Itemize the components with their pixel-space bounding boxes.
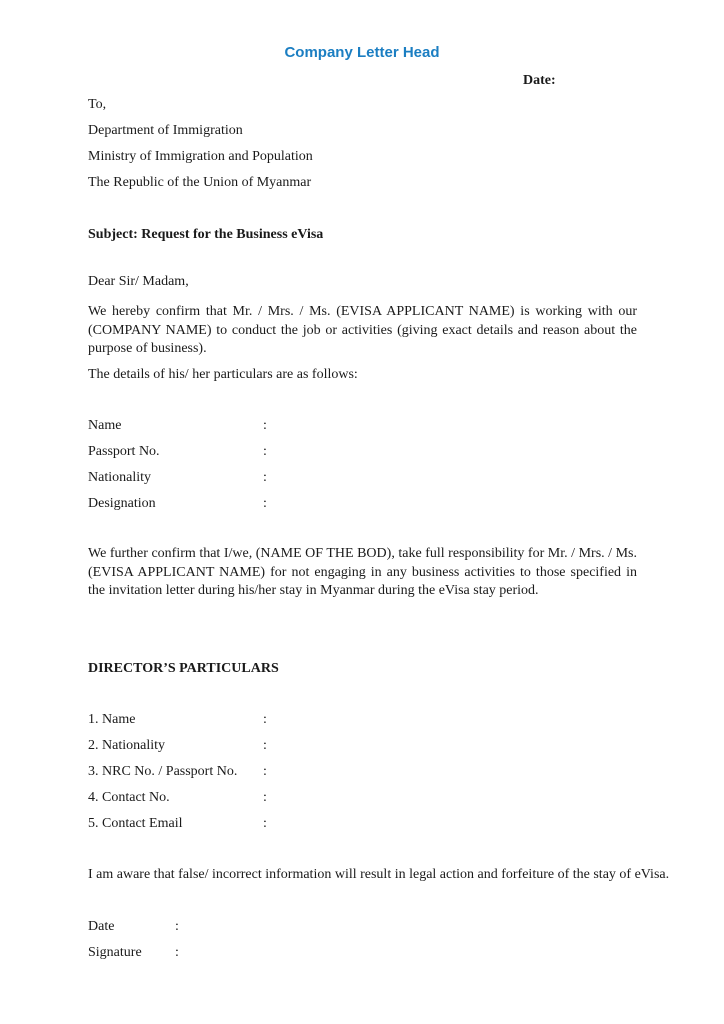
field-label: 2. Nationality [88,738,165,753]
letterhead-title: Company Letter Head [284,44,440,61]
body-paragraph-2: We further confirm that I/we, (NAME OF THE BOD), take full responsibility for Mr. / Mrs. / Ms. (EVISA APPLICANT NAME) for not engaging in any business activities to those specified in the invitation letter during his/her stay in Myanmar during the eVisa stay period. [88,546,637,598]
field-value [275,733,395,759]
field-row-director-nationality [88,733,395,759]
field-value [275,439,395,465]
field-label: Passport No. [88,444,160,459]
field-colon: : [263,496,267,511]
field-label: Name [88,418,122,433]
field-label: 1. Name [88,712,136,727]
field-row-name [88,413,395,439]
field-row-director-contact-email [88,811,395,837]
field-row-passport-no [88,439,395,465]
recipient-to: To, [88,97,107,112]
disclaimer-line: I am aware that false/ incorrect information will result in legal action and forfeiture of the stay of eVisa. [88,867,670,882]
field-label: 5. Contact Email [88,816,183,831]
field-colon: : [263,418,267,433]
field-row-signature [88,940,307,966]
field-row-designation [88,491,395,517]
field-row-director-name [88,707,395,733]
field-row-director-contact-no [88,785,395,811]
field-label: Date [88,919,115,934]
field-colon: : [263,738,267,753]
field-row-date [88,914,307,940]
field-colon: : [263,764,267,779]
field-label: Signature [88,945,142,960]
greeting: Dear Sir/ Madam, [88,274,189,289]
director-fields [88,707,395,837]
field-value [275,413,395,439]
field-value [275,465,395,491]
field-value [275,491,395,517]
field-label: Nationality [88,470,151,485]
field-colon: : [263,790,267,805]
subject-line: Subject: Request for the Business eVisa [88,227,324,242]
field-row-director-nrc-passport [88,759,395,785]
field-label: Designation [88,496,156,511]
field-label: 3. NRC No. / Passport No. [88,764,238,779]
field-label: 4. Contact No. [88,790,170,805]
body-paragraph-1: We hereby confirm that Mr. / Mrs. / Ms. (EVISA APPLICANT NAME) is working with our (COMPANY NAME) to conduct the job or activities (giving exact details and reason about the purpose of business). [88,304,637,356]
recipient-line-ministry: Ministry of Immigration and Population [88,149,313,164]
details-intro: The details of his/ her particulars are as follows: [88,367,358,382]
field-colon: : [263,712,267,727]
field-row-nationality [88,465,395,491]
field-colon: : [263,444,267,459]
field-colon: : [175,919,179,934]
field-value [275,707,395,733]
director-particulars-heading: DIRECTOR’S PARTICULARS [88,661,279,676]
recipient-line-department: Department of Immigration [88,123,243,138]
field-colon: : [175,945,179,960]
date-label: Date: [523,73,556,88]
field-value [187,914,307,940]
field-colon: : [263,816,267,831]
field-value [275,759,395,785]
recipient-line-country: The Republic of the Union of Myanmar [88,175,312,190]
field-value [275,785,395,811]
field-value [187,940,307,966]
applicant-fields [88,413,395,517]
signature-fields [88,914,307,966]
field-colon: : [263,470,267,485]
field-value [275,811,395,837]
